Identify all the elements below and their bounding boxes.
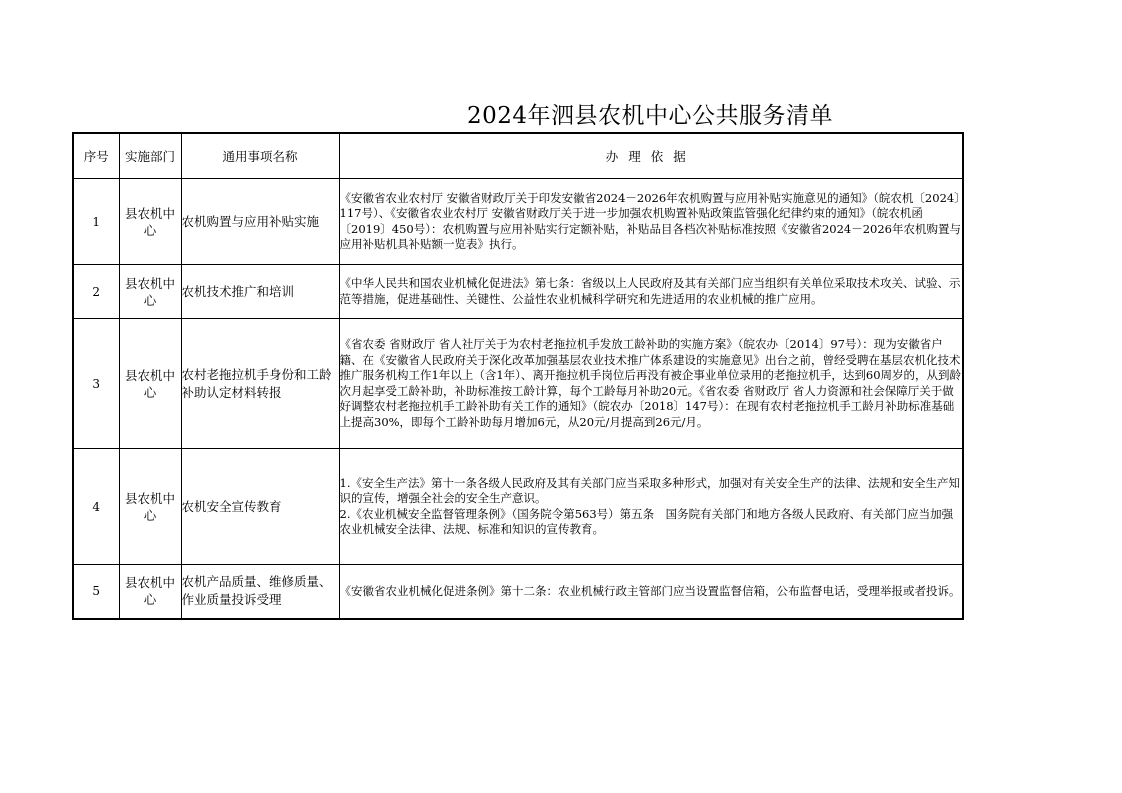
row-num: 4	[73, 449, 119, 565]
row-num: 3	[73, 319, 119, 449]
row-dept: 县农机中心	[119, 449, 181, 565]
row-dept: 县农机中心	[119, 565, 181, 619]
row-item: 农机技术推广和培训	[181, 265, 339, 319]
page-title: 2024年泗县农机中心公共服务清单	[466, 103, 834, 129]
table-header-row	[73, 133, 963, 179]
header-dept: 实施部门	[119, 133, 181, 179]
row-item: 农机购置与应用补贴实施	[181, 179, 339, 265]
row-basis: 《省农委 省财政厅 省人社厅关于为农村老拖拉机手发放工龄补助的实施方案》（皖农办〔2014〕97号）：现为安徽省户籍、在《安徽省人民政府关于深化改革加强基层农业技术推广体系建设的实施意见》出台之前，曾经受聘在基层农机化技术推广服务机构工作1年以上（含1年）、离开拖拉机手岗位后再没有被企事业单位录用的老拖拉机手，达到60周岁的，从到龄次月起享受工龄补助，补助标准按工龄计算，每个工龄每月补助20元。《省农委 省财政厅 省人力资源和社会保障厅关于做好调整农村老拖拉机手工龄补助有关工作的通知》（皖农办〔2018〕147号）：在现有农村老拖拉机手工龄月补助标准基础上提高30%，即每个工龄补助每月增加6元，从20元/月提高到26元/月。	[339, 319, 963, 449]
row-basis: 《安徽省农业机械化促进条例》第十二条：农业机械行政主管部门应当设置监督信箱，公布监督电话，受理举报或者投诉。	[339, 565, 963, 619]
row-num: 2	[73, 265, 119, 319]
table-row	[73, 265, 963, 319]
service-list-table	[72, 132, 964, 620]
row-num: 1	[73, 179, 119, 265]
table-row	[73, 565, 963, 619]
table-row	[73, 319, 963, 449]
row-dept: 县农机中心	[119, 319, 181, 449]
row-basis: 《中华人民共和国农业机械化促进法》第七条：省级以上人民政府及其有关部门应当组织有关单位采取技术攻关、试验、示范等措施，促进基础性、关键性、公益性农业机械科学研究和先进适用的农业机械的推广应用。	[339, 265, 963, 319]
row-num: 5	[73, 565, 119, 619]
row-dept: 县农机中心	[119, 265, 181, 319]
row-item: 农机安全宣传教育	[181, 449, 339, 565]
row-item: 农村老拖拉机手身份和工龄补助认定材料转报	[181, 319, 339, 449]
row-basis: 1.《安全生产法》第十一条各级人民政府及其有关部门应当采取多种形式，加强对有关安全生产的法律、法规和安全生产知识的宣传，增强全社会的安全生产意识。 2.《农业机械安全监督管理条例》（国务院令第563号）第五条 国务院有关部门和地方各级人民政府、有关部门应当加强农业机械安全法律、法规、标准和知识的宣传教育。	[339, 449, 963, 565]
header-item: 通用事项名称	[181, 133, 339, 179]
header-basis: 办理依据	[339, 133, 963, 179]
table-row	[73, 449, 963, 565]
row-item: 农机产品质量、维修质量、作业质量投诉受理	[181, 565, 339, 619]
row-dept: 县农机中心	[119, 179, 181, 265]
header-num: 序号	[73, 133, 119, 179]
table-row	[73, 179, 963, 265]
row-basis: 《安徽省农业农村厅 安徽省财政厅关于印发安徽省2024－2026年农机购置与应用补贴实施意见的通知》（皖农机〔2024〕117号）、《安徽省农业农村厅 安徽省财政厅关于进一步加强农机购置补贴政策监管强化纪律约束的通知》（皖农机函〔2019〕450号）：农机购置与应用补贴实行定额补贴，补贴品目各档次补贴标准按照《安徽省2024－2026年农机购置与应用补贴机具补贴额一览表》执行。	[339, 179, 963, 265]
